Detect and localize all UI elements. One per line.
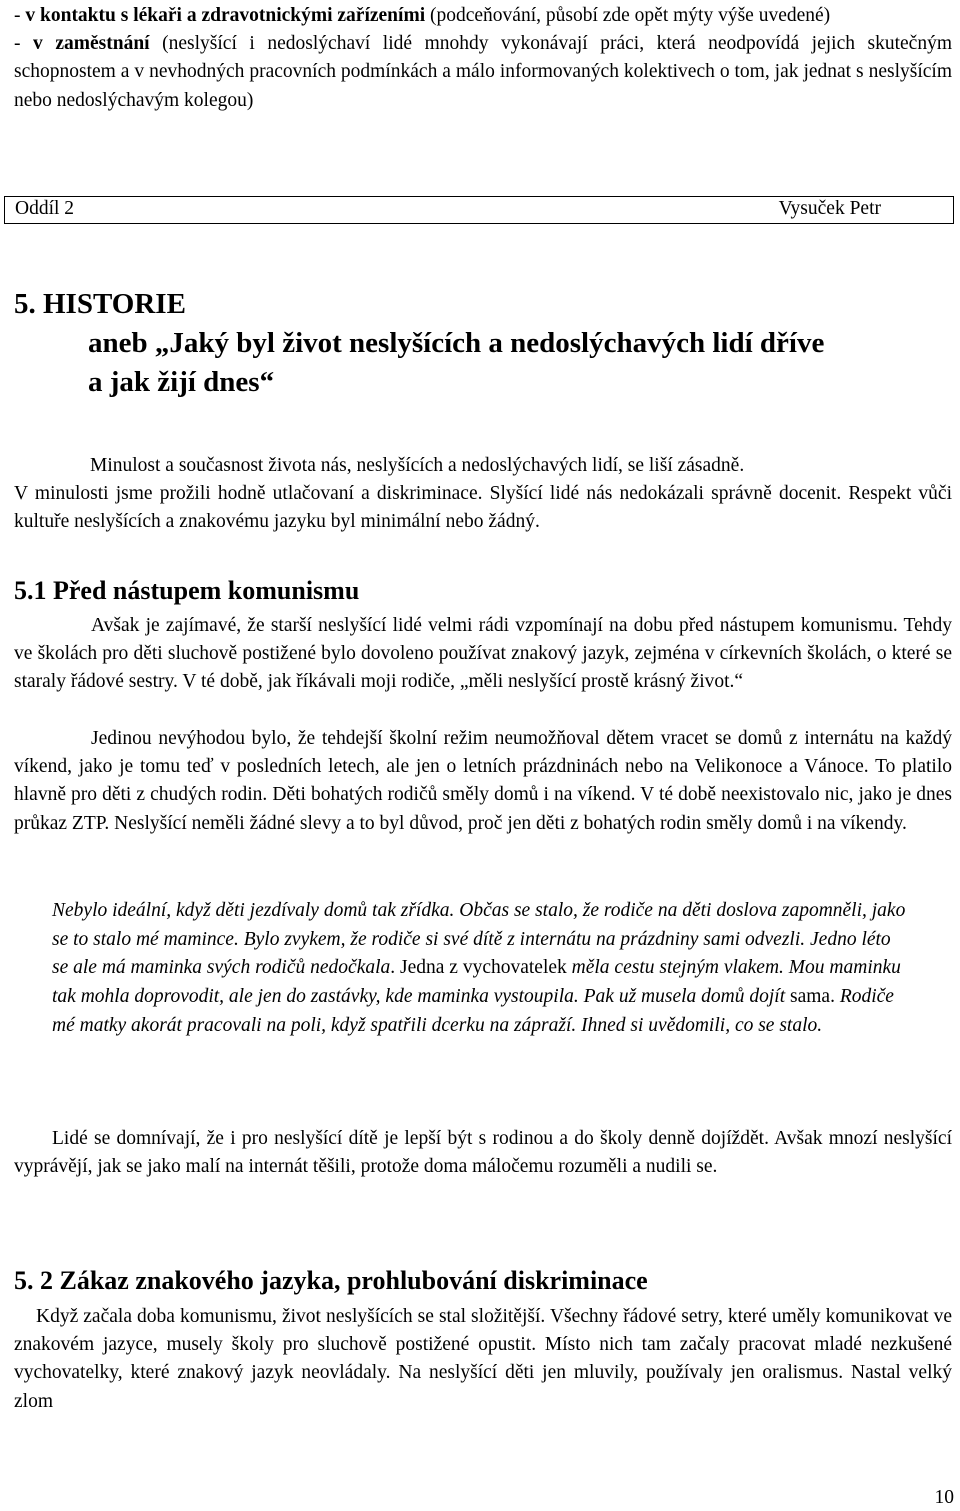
bullet-bold-text: v kontaktu s lékaři a zdravotnickými zařízeními [25, 5, 426, 26]
page-number: 10 [934, 1487, 954, 1508]
quote-plain-run: sama. [790, 986, 840, 1008]
intro-first-line: Minulost a současnost života nás, neslyšících a nedoslýchavých lidí, se liší zásadně. [90, 455, 745, 476]
chapter-title-line2: aneb „Jaký byl život neslyšících a nedoslýchavých lidí dříve [88, 327, 825, 359]
intro-paragraph [14, 452, 952, 537]
section-5-1-heading: 5.1 Před nástupem komunismu [14, 576, 360, 605]
section-5-1-paragraph-1: Avšak je zajímavé, že starší neslyšící lidé velmi rádi vzpomínají na dobu před nástupem komunismu. Tehdy ve školách pro děti sluchově postižené bylo dovoleno používat znakový jazyk, zejména v církevních školách, o které se staraly řádové sestry. V té době, jak říkávali moji rodiče, „měli neslyšící prostě krásný život.“ [14, 615, 952, 693]
bullet-item-work [14, 30, 952, 115]
author-name: Vysuček Petr [778, 198, 881, 219]
quoted-story [52, 897, 910, 1041]
quote-plain-run: . Jedna z vychovatelek [390, 957, 572, 979]
bullet-item-doctors [14, 2, 952, 30]
bullet-text: (podceňování, působí zde opět mýty výše uvedené) [425, 5, 831, 26]
section-5-2-heading: 5. 2 Zákaz znakového jazyka, prohlubování diskriminace [14, 1266, 648, 1295]
section-5-2-paragraph-1: Když začala doba komunismu, život neslyšících se stal složitější. Všechny řádové setry, které uměly komunikovat ve znakovém jazyce, musely školy pro sluchově postižené opustit. Místo nich tam začaly pracovat mladé nezkušené vychovatelky, které znakový jazyk neovládaly. Na neslyšící děti jen mluvily, používaly jen oralismus. Nastal velký zlom [14, 1306, 952, 1412]
section-5-1-paragraph-3: Lidé se domnívají, že i pro neslyšící dítě je lepší být s rodinou a do školy denně dojíždět. Avšak mnozí neslyšící vyprávějí, jak se jako malí na internát těšili, protože doma máločemu rozuměli a nudili se. [14, 1128, 952, 1178]
intro-continuation: V minulosti jsme prožili hodně utlačovaní a diskriminace. Slyšící lidé nás nedokázali správně docenit. Respekt vůči kultuře neslyšících a znakovému jazyku byl minimální nebo žádný. [14, 483, 952, 533]
section-header-box [4, 196, 954, 224]
chapter-title [14, 285, 824, 402]
quote-italic-run: Nebylo ideální, když děti jezdívaly domů tak zřídka. Občas se stalo, že rodiče na děti doslova zapomněli, jako se to stalo mé mamince. Bylo zvykem, že rodiče si své dítě z internátu na prázdniny sami odvezli. Jedno léto se ale má maminka svých rodičů nedočkala [52, 900, 906, 979]
chapter-title-line1: 5. HISTORIE [14, 288, 186, 320]
section-label: Oddíl 2 [15, 198, 75, 219]
bullet-dash: - [14, 33, 34, 55]
quote-italic-run: měla cestu stejným vlakem. Mou maminku tak mohla doprovodit, ale jen do zastávky, kde maminka vystoupila. Pak už musela domů dojít [52, 957, 901, 1008]
bullet-dash: - [14, 5, 26, 26]
section-5-1-paragraph-2: Jedinou nevýhodou bylo, že tehdejší školní režim neumožňoval dětem vracet se domů z internátu na každý víkend, jako je tomu teď v posledních letech, ale jen o letních prázdninách nebo na Velikonoce a Vánoce. To platilo hlavně pro děti z chudých rodin. Děti bohatých rodičů směly domů i na víkend. V té době neexistovalo nic, jako je dnes průkaz ZTP. Neslyšící neměli žádné slevy a to byl důvod, proč jen děti z bohatých rodin směly domů i na víkendy. [14, 728, 952, 834]
bullet-text: (neslyšící i nedoslýchaví lidé mnohdy vykonávají práci, která neodpovídá jejich skutečným schopnostem a v nevhodných pracovních podmínkách a málo informovaných kolektivech o tom, jak jednat s neslyšícím nebo nedoslýchavým kolegou) [14, 33, 952, 111]
bullet-list [14, 2, 952, 115]
chapter-title-line3: a jak žijí dnes“ [88, 366, 275, 398]
bullet-bold-text: v zaměstnání [33, 33, 150, 55]
quote-italic-run: Rodiče mé matky akorát pracovali na poli, když spatřili dcerku na zápraží. Ihned si uvědomili, co se stalo. [52, 986, 894, 1036]
